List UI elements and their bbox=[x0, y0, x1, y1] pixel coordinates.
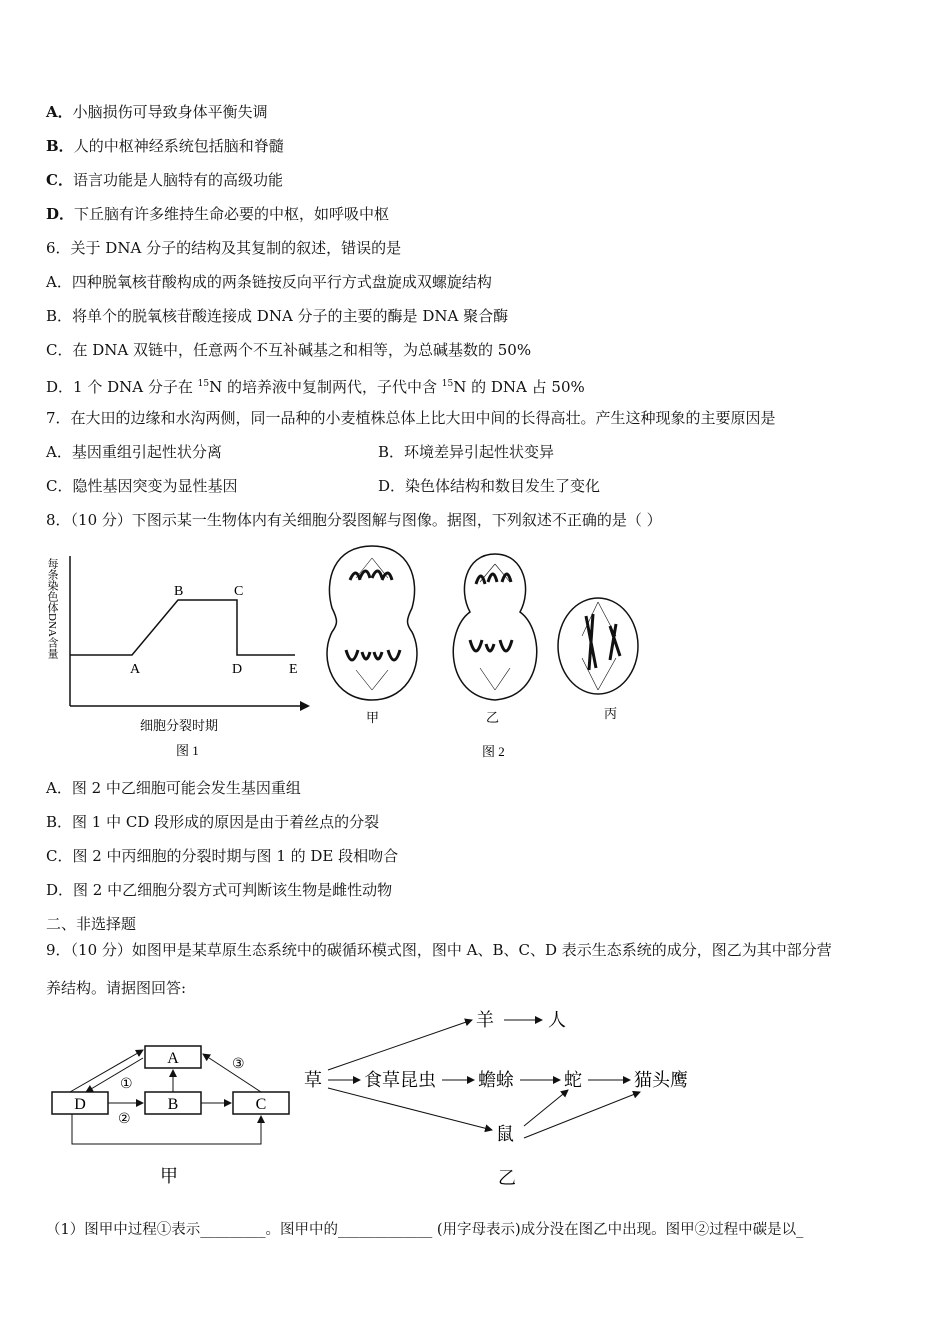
q6-stem: 6．关于 DNA 分子的结构及其复制的叙述，错误的是 bbox=[46, 239, 402, 257]
q8-option-b: B．图 1 中 CD 段形成的原因是由于着丝点的分裂 bbox=[46, 813, 380, 831]
q7-option-a: A．基因重组引起性状分离 bbox=[46, 443, 222, 461]
q6-option-a: A．四种脱氧核苷酸构成的两条链按反向平行方式盘旋成双螺旋结构 bbox=[46, 273, 492, 291]
fig1-point-a: A bbox=[130, 662, 141, 677]
fig1-xlabel: 细胞分裂时期 bbox=[140, 718, 219, 733]
cell-bing bbox=[558, 598, 638, 694]
q7-option-b: B．环境差异引起性状变异 bbox=[378, 443, 555, 461]
yi-caption: 乙 bbox=[498, 1168, 516, 1188]
figure1-dna-graph bbox=[40, 548, 320, 763]
cell-yi-label: 乙 bbox=[486, 710, 500, 725]
q5-option-c: C．语言功能是人脑特有的高级功能 bbox=[46, 171, 283, 189]
fig1-point-d: D bbox=[232, 662, 243, 677]
svg-text:A: A bbox=[167, 1050, 179, 1067]
svg-text:③: ③ bbox=[232, 1056, 245, 1072]
fig2-caption: 图 2 bbox=[482, 744, 505, 759]
q8-stem: 8．（10 分）下图示某一生物体内有关细胞分裂图解与图像。据图，下列叙述不正确的是（ ） bbox=[46, 511, 662, 529]
fig1-point-e: E bbox=[289, 662, 298, 677]
node-toad: 蟾蜍 bbox=[478, 1070, 514, 1090]
node-sheep: 羊 bbox=[476, 1010, 494, 1030]
q9-stem-line1: 9．（10 分）如图甲是某草原生态系统中的碳循环模式图，图中 A、B、C、D 表示生态系统的成分，图乙为其中部分营 bbox=[46, 941, 832, 959]
svg-text:①: ① bbox=[120, 1076, 133, 1092]
q7-stem: 7．在大田的边缘和水沟两侧，同一品种的小麦植株总体上比大田中间的长得高壮。产生这种现象的主要原因是 bbox=[46, 409, 776, 427]
q5-option-a: A．小脑损伤可导致身体平衡失调 bbox=[46, 103, 268, 121]
q8-option-a: A．图 2 中乙细胞可能会发生基因重组 bbox=[46, 779, 301, 797]
fig1-point-b: B bbox=[174, 584, 184, 599]
q5-option-b: B．人的中枢神经系统包括脑和脊髓 bbox=[46, 137, 284, 155]
svg-text:②: ② bbox=[118, 1111, 131, 1127]
svg-text:D: D bbox=[74, 1096, 86, 1113]
fig1-point-c: C bbox=[234, 584, 244, 599]
figure2-cells bbox=[310, 540, 670, 765]
node-insect: 食草昆虫 bbox=[364, 1070, 436, 1090]
q6-option-d: D．1 个 DNA 分子在 $^{15}$N 的培养液中复制两代，子代中含 $^{15}$N 的 DNA 占 50% bbox=[46, 378, 585, 396]
q5-option-d: D．下丘脑有许多维持生命必要的中枢，如呼吸中枢 bbox=[46, 205, 390, 223]
q8-option-d: D．图 2 中乙细胞分裂方式可判断该生物是雌性动物 bbox=[46, 881, 393, 899]
fig1-caption: 图 1 bbox=[176, 743, 199, 758]
q9-stem-line2: 养结构。请据图回答: bbox=[46, 979, 187, 997]
q7-option-c: C．隐性基因突变为显性基因 bbox=[46, 477, 238, 495]
fig1-ylabel: 每条染色体DNA含量 bbox=[46, 558, 58, 659]
section-heading: 二、非选择题 bbox=[46, 915, 137, 933]
q8-option-c: C．图 2 中丙细胞的分裂时期与图 1 的 DE 段相吻合 bbox=[46, 847, 399, 865]
node-owl: 猫头鹰 bbox=[634, 1070, 688, 1090]
cell-jia bbox=[327, 546, 417, 700]
cell-jia-label: 甲 bbox=[366, 710, 380, 725]
q6-option-c: C．在 DNA 双链中，任意两个不互补碱基之和相等，为总碱基数的 50% bbox=[46, 341, 532, 359]
node-human: 人 bbox=[548, 1010, 566, 1030]
node-grass: 草 bbox=[304, 1070, 322, 1090]
q7-option-d: D．染色体结构和数目发生了变化 bbox=[378, 477, 601, 495]
node-snake: 蛇 bbox=[564, 1070, 582, 1090]
svg-text:C: C bbox=[255, 1096, 267, 1113]
cell-yi bbox=[453, 554, 536, 700]
q9-subquestion-1: （1）图甲中过程①表示_________。图甲中的_____________ (用字母表示)成分没在图乙中出现。图甲②过程中碳是以_ bbox=[46, 1222, 804, 1238]
jia-caption: 甲 bbox=[160, 1166, 178, 1186]
diagram-yi-food-web bbox=[300, 1000, 720, 1195]
q6-option-b: B．将单个的脱氧核苷酸连接成 DNA 分子的主要的酶是 DNA 聚合酶 bbox=[46, 307, 509, 325]
cell-bing-label: 丙 bbox=[604, 706, 618, 721]
node-mouse: 鼠 bbox=[496, 1124, 514, 1144]
svg-text:B: B bbox=[167, 1096, 179, 1113]
diagram-jia-carbon-cycle bbox=[40, 1036, 310, 1191]
